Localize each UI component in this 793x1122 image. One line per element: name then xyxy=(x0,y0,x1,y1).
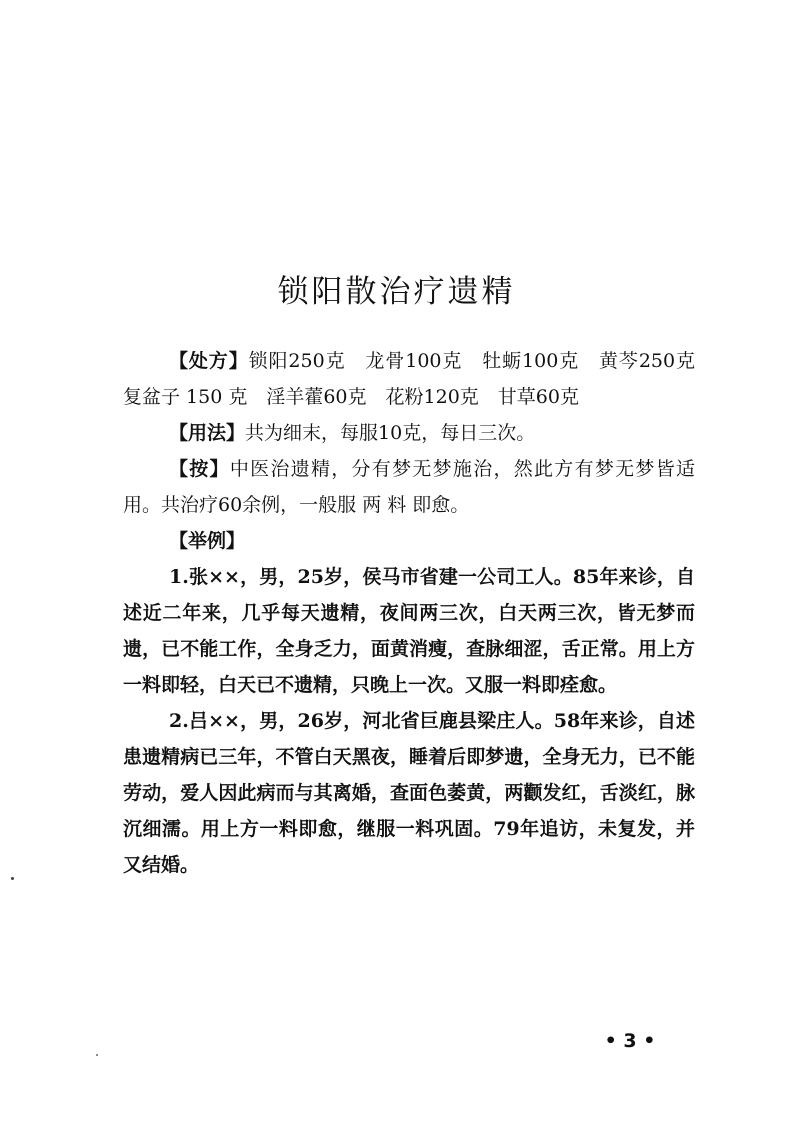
article-body xyxy=(123,343,715,883)
case-2-paragraph: 2.吕××，男，26岁，河北省巨鹿县梁庄人。58年来诊，自述患遗精病已三年，不管白天黑夜，睡着后即梦遗，全身无力，已不能劳动，爱人因此病而与其离婚，查面色萎黄，两颧发红，舌淡红，脉沉细濡。用上方一料即愈，继服一料巩固。79年追访，未复发，并又结婚。 xyxy=(123,710,695,876)
usage-text: 共为细末，每服10克，每日三次。 xyxy=(245,422,536,444)
scan-speck xyxy=(11,877,14,880)
page-title: 锁阳散治疗遗精 xyxy=(277,274,516,310)
usage-label: 【用法】 xyxy=(169,422,246,444)
page-number: • 3 • xyxy=(604,1030,656,1052)
note-text: 中医治遗精，分有梦无梦施治，然此方有梦无梦皆适用。共治疗60余例，一般服 两 料 即愈。 xyxy=(123,458,695,516)
prescription-paragraph xyxy=(123,343,715,415)
examples-heading-paragraph xyxy=(123,523,695,559)
case-1-paragraph: 1.张××，男，25岁，侯马市省建一公司工人。85年来诊，自述近二年来，几乎每天遗精，夜间两三次，白天两三次，皆无梦而遗，已不能工作，全身乏力，面黄消瘦，查脉细涩，舌正常。用上方一料即轻，白天已不遗精，只晚上一次。又服一料即痊愈。 xyxy=(123,566,695,696)
usage-paragraph xyxy=(123,415,695,451)
examples-label: 【举例】 xyxy=(169,530,246,552)
prescription-label: 【处方】 xyxy=(169,350,249,372)
prescription-text: 锁阳250克 龙骨100克 牡蛎100克 黄芩250克 复盆子 150 克 淫羊藿60克 花粉120克 甘草60克 xyxy=(123,350,715,408)
note-paragraph xyxy=(123,451,695,523)
scan-speck xyxy=(96,1054,98,1056)
note-label: 【按】 xyxy=(169,458,230,480)
